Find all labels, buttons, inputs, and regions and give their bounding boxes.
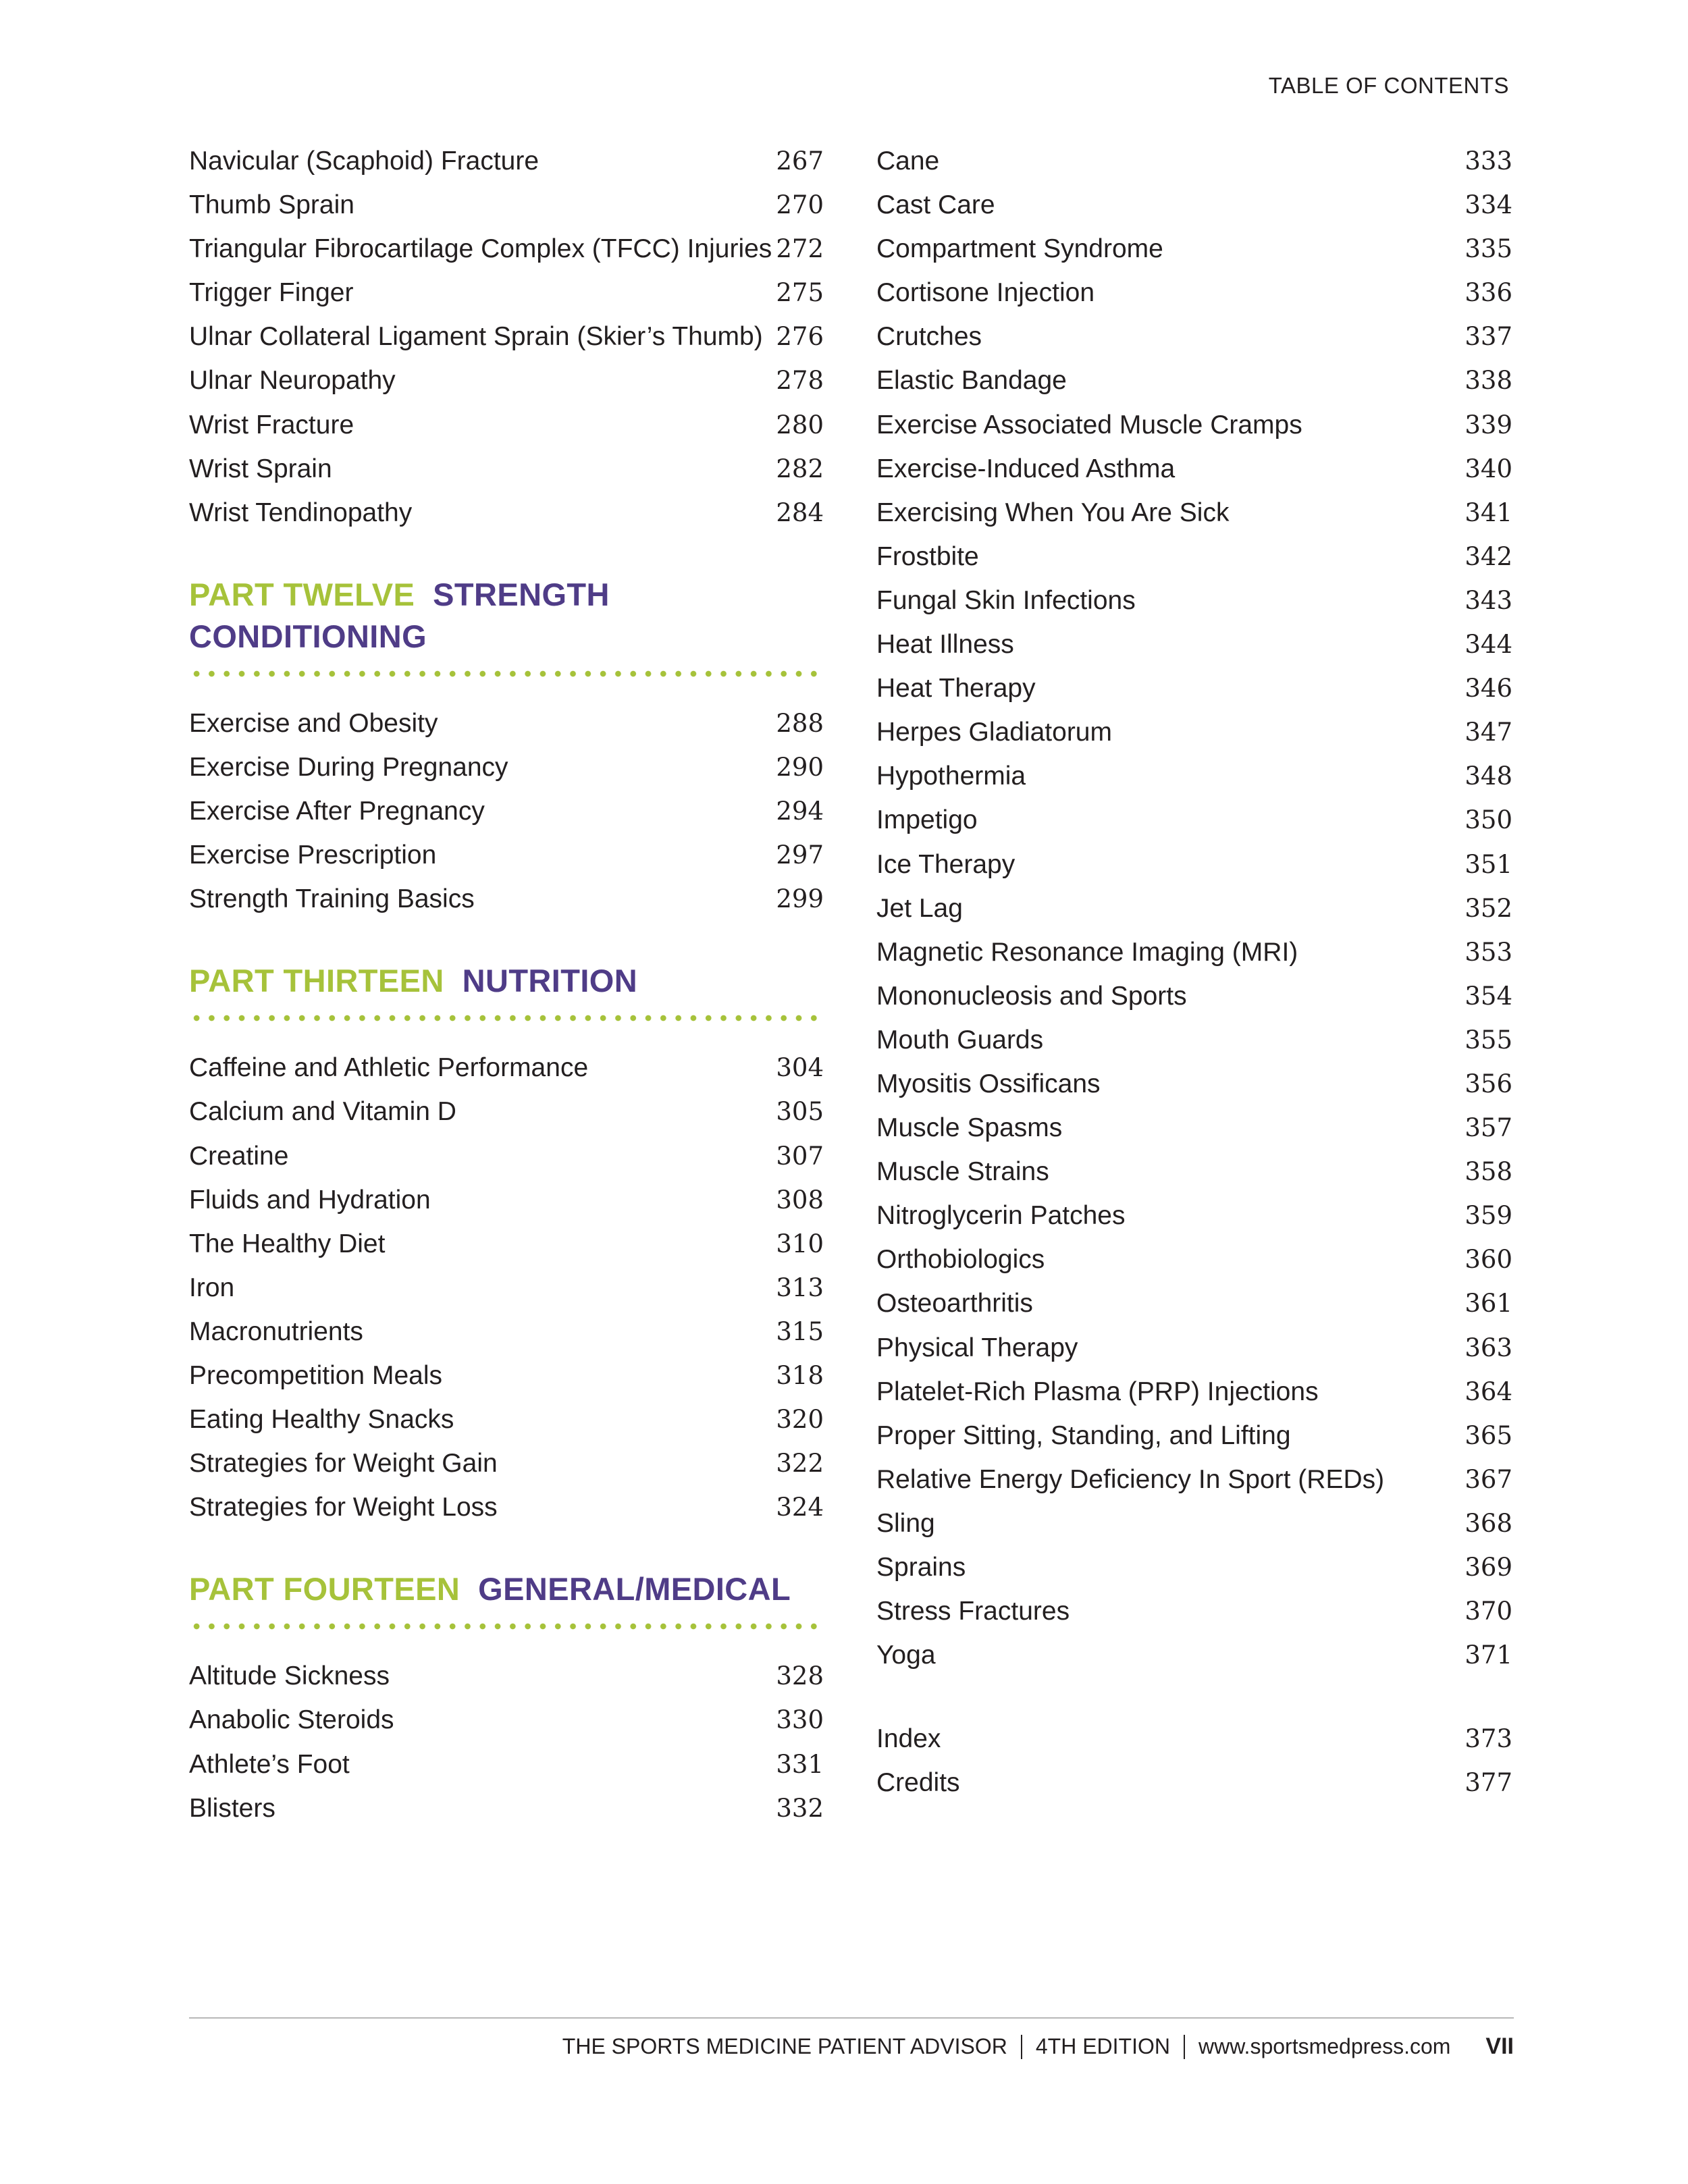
- toc-entry[interactable]: [876, 227, 1512, 271]
- entry-title: Herpes Gladiatorum: [876, 718, 1112, 747]
- entry-page: 294: [776, 797, 824, 826]
- toc-entry[interactable]: [876, 798, 1512, 842]
- entry-title: Wrist Tendinopathy: [189, 498, 413, 527]
- entry-title: Cast Care: [876, 190, 995, 220]
- toc-entry[interactable]: [876, 1370, 1512, 1414]
- entry-title: Cane: [876, 147, 940, 176]
- toc-entry[interactable]: [876, 1281, 1512, 1325]
- entry-page: 280: [776, 410, 824, 440]
- toc-entry[interactable]: [189, 1354, 824, 1397]
- entry-page: 330: [776, 1705, 824, 1735]
- entry-title: Sprains: [876, 1553, 966, 1582]
- entry-page: 270: [776, 190, 824, 220]
- entry-title: Thumb Sprain: [189, 190, 354, 220]
- toc-entry[interactable]: [189, 877, 824, 921]
- dotted-divider: [189, 1014, 824, 1022]
- toc-entry[interactable]: [876, 1237, 1512, 1281]
- entry-page: 290: [776, 752, 824, 782]
- entry-title: Macronutrients: [189, 1316, 363, 1346]
- entry-title: Fungal Skin Infections: [876, 585, 1136, 615]
- footer-url-link[interactable]: www.sportsmedpress.com: [1198, 2034, 1451, 2058]
- toc-entry[interactable]: [876, 1458, 1512, 1501]
- toc-entry[interactable]: [876, 886, 1512, 930]
- toc-entry[interactable]: [876, 183, 1512, 227]
- entry-title: Heat Therapy: [876, 674, 1036, 703]
- part-title-line2: CONDITIONING: [189, 618, 427, 654]
- entry-title: Stress Fractures: [876, 1597, 1070, 1626]
- footer-edition: 4TH EDITION: [1035, 2034, 1170, 2058]
- toc-entry[interactable]: [189, 1485, 824, 1529]
- part-title: NUTRITION: [462, 963, 638, 999]
- entry-page: 346: [1465, 674, 1512, 703]
- part-thirteen-section: [189, 960, 824, 1529]
- entry-title: Relative Energy Deficiency In Sport (REDs): [876, 1464, 1385, 1494]
- entry-title: Index: [876, 1724, 941, 1754]
- entry-page: 297: [776, 841, 824, 870]
- entry-page: 335: [1465, 234, 1512, 264]
- toc-entry[interactable]: [189, 701, 824, 745]
- entry-page: 360: [1465, 1245, 1512, 1275]
- entry-title: Exercise Prescription: [189, 841, 437, 870]
- entry-title: Mononucleosis and Sports: [876, 981, 1187, 1011]
- entry-title: Ulnar Collateral Ligament Sprain (Skier’s Thumb): [189, 322, 763, 352]
- toc-entry[interactable]: [876, 271, 1512, 315]
- entry-title: Trigger Finger: [189, 278, 354, 308]
- entry-title: The Healthy Diet: [189, 1229, 386, 1258]
- toc-entry[interactable]: [876, 1018, 1512, 1062]
- toc-entry[interactable]: [876, 1589, 1512, 1633]
- entry-page: 343: [1465, 585, 1512, 615]
- entry-page: 350: [1465, 805, 1512, 835]
- toc-entry[interactable]: [876, 754, 1512, 798]
- toc-entry[interactable]: [876, 1501, 1512, 1545]
- entry-title: Altitude Sickness: [189, 1661, 390, 1691]
- entry-page: 373: [1465, 1724, 1512, 1754]
- entry-title: Creatine: [189, 1141, 289, 1171]
- toc-entry[interactable]: [189, 1786, 824, 1830]
- entry-page: 358: [1465, 1157, 1512, 1187]
- part-heading: [189, 960, 824, 1002]
- entry-title: Ice Therapy: [876, 849, 1016, 879]
- toc-entry[interactable]: [189, 745, 824, 789]
- footer-book-title: THE SPORTS MEDICINE PATIENT ADVISOR: [562, 2034, 1007, 2058]
- toc-entry[interactable]: [189, 1134, 824, 1178]
- entry-page: 305: [776, 1097, 824, 1127]
- toc-entry[interactable]: [189, 1698, 824, 1742]
- entry-title: Frostbite: [876, 541, 979, 571]
- entry-title: Exercise Associated Muscle Cramps: [876, 410, 1302, 440]
- entry-page: 276: [776, 322, 824, 352]
- entry-page: 370: [1465, 1597, 1512, 1626]
- entry-page: 332: [776, 1793, 824, 1823]
- entry-title: Credits: [876, 1768, 960, 1798]
- entry-title: Iron: [189, 1273, 235, 1302]
- toc-entry[interactable]: [189, 1046, 824, 1090]
- toc-entry[interactable]: [876, 1062, 1512, 1106]
- entry-page: 318: [776, 1360, 824, 1390]
- entry-title: Caffeine and Athletic Performance: [189, 1053, 589, 1083]
- toc-entry[interactable]: [876, 403, 1512, 447]
- entry-title: Calcium and Vitamin D: [189, 1097, 456, 1127]
- toc-entry[interactable]: [876, 974, 1512, 1018]
- toc-entry[interactable]: [189, 1310, 824, 1354]
- part-fourteen-section: [189, 1568, 824, 1830]
- toc-entry[interactable]: [876, 666, 1512, 710]
- toc-entry[interactable]: [189, 315, 824, 358]
- toc-entry-index[interactable]: [876, 1717, 1512, 1761]
- toc-entry[interactable]: [189, 227, 824, 271]
- entry-title: Nitroglycerin Patches: [876, 1201, 1126, 1231]
- entry-title: Platelet-Rich Plasma (PRP) Injections: [876, 1377, 1319, 1406]
- entry-title: Blisters: [189, 1793, 275, 1823]
- entry-page: 284: [776, 498, 824, 527]
- toc-entry[interactable]: [876, 579, 1512, 622]
- entry-title: Elastic Bandage: [876, 366, 1067, 396]
- toc-entry[interactable]: [876, 1545, 1512, 1589]
- toc-entry[interactable]: [189, 833, 824, 877]
- footer-separator: [1021, 2035, 1022, 2059]
- entry-page: 348: [1465, 762, 1512, 791]
- toc-entry[interactable]: [876, 315, 1512, 358]
- part-twelve-section: [189, 574, 824, 921]
- entry-page: 272: [776, 234, 824, 264]
- entry-page: 347: [1465, 718, 1512, 747]
- part-number: PART TWELVE: [189, 576, 415, 612]
- entry-title: Sling: [876, 1508, 935, 1538]
- entry-page: 338: [1465, 366, 1512, 396]
- entry-page: 364: [1465, 1377, 1512, 1406]
- entry-title: Cortisone Injection: [876, 278, 1095, 308]
- entry-page: 267: [776, 147, 824, 176]
- entry-page: 288: [776, 708, 824, 738]
- entry-title: Anabolic Steroids: [189, 1705, 394, 1735]
- entry-title: Impetigo: [876, 805, 978, 835]
- entry-title: Strategies for Weight Loss: [189, 1493, 498, 1522]
- entry-page: 354: [1465, 981, 1512, 1011]
- toc-entry[interactable]: [189, 789, 824, 833]
- entry-title: Physical Therapy: [876, 1333, 1078, 1362]
- entry-title: Strategies for Weight Gain: [189, 1449, 498, 1479]
- toc-left-column: [189, 139, 824, 1830]
- toc-entry[interactable]: [876, 139, 1512, 183]
- toc-entry[interactable]: [189, 1397, 824, 1441]
- entry-title: Exercising When You Are Sick: [876, 498, 1230, 527]
- entry-title: Heat Illness: [876, 630, 1014, 660]
- entry-title: Muscle Strains: [876, 1157, 1049, 1187]
- entry-page: 342: [1465, 541, 1512, 571]
- entry-page: 331: [776, 1749, 824, 1779]
- entry-page: 334: [1465, 190, 1512, 220]
- entry-title: Exercise During Pregnancy: [189, 752, 508, 782]
- page-footer: [562, 2033, 1514, 2060]
- footer-rule: [189, 2017, 1514, 2019]
- toc-entry[interactable]: [189, 271, 824, 315]
- toc-entry[interactable]: [189, 1178, 824, 1222]
- entry-title: Mouth Guards: [876, 1025, 1044, 1055]
- entry-title: Wrist Sprain: [189, 454, 332, 483]
- entry-page: 337: [1465, 322, 1512, 352]
- toc-entry[interactable]: [876, 1414, 1512, 1458]
- entry-page: 357: [1465, 1113, 1512, 1143]
- toc-entry[interactable]: [189, 403, 824, 447]
- entry-page: 365: [1465, 1420, 1512, 1450]
- entry-page: 361: [1465, 1289, 1512, 1319]
- entry-page: 336: [1465, 278, 1512, 308]
- entry-title: Wrist Fracture: [189, 410, 354, 440]
- entry-title: Exercise After Pregnancy: [189, 797, 485, 826]
- toc-entry[interactable]: [876, 1633, 1512, 1677]
- section-gap: [876, 1677, 1512, 1717]
- toc-entry[interactable]: [189, 1742, 824, 1786]
- toc-entry[interactable]: [876, 622, 1512, 666]
- entry-page: 369: [1465, 1553, 1512, 1582]
- entry-title: Osteoarthritis: [876, 1289, 1033, 1319]
- entry-title: Muscle Spasms: [876, 1113, 1063, 1143]
- running-head: TABLE OF CONTENTS: [1268, 73, 1509, 98]
- dotted-divider: [189, 1622, 824, 1630]
- toc-entry[interactable]: [876, 1150, 1512, 1194]
- entry-title: Strength Training Basics: [189, 884, 475, 914]
- entry-title: Navicular (Scaphoid) Fracture: [189, 147, 539, 176]
- toc-entry[interactable]: [876, 535, 1512, 579]
- entry-page: 307: [776, 1141, 824, 1171]
- entry-title: Yoga: [876, 1641, 936, 1670]
- entry-page: 363: [1465, 1333, 1512, 1362]
- toc-entry[interactable]: [189, 1441, 824, 1485]
- part-heading: [189, 574, 824, 658]
- entry-title: Compartment Syndrome: [876, 234, 1163, 264]
- toc-entry[interactable]: [876, 843, 1512, 886]
- entry-title: Triangular Fibrocartilage Complex (TFCC) Injuries: [189, 234, 772, 264]
- entry-page: 371: [1465, 1641, 1512, 1670]
- entry-page: 320: [776, 1405, 824, 1435]
- toc-entry[interactable]: [876, 491, 1512, 535]
- toc-entry[interactable]: [189, 491, 824, 535]
- entry-page: 356: [1465, 1069, 1512, 1098]
- entry-title: Ulnar Neuropathy: [189, 366, 396, 396]
- entry-page: 344: [1465, 630, 1512, 660]
- toc-entry[interactable]: [876, 358, 1512, 402]
- page-number: VII: [1485, 2033, 1514, 2059]
- toc-entry[interactable]: [876, 1106, 1512, 1150]
- toc-entry[interactable]: [876, 1194, 1512, 1237]
- entry-title: Proper Sitting, Standing, and Lifting: [876, 1420, 1291, 1450]
- toc-entry[interactable]: [189, 1222, 824, 1266]
- entry-page: 333: [1465, 147, 1512, 176]
- entry-title: Precompetition Meals: [189, 1360, 442, 1390]
- entry-title: Jet Lag: [876, 893, 963, 923]
- toc-entry[interactable]: [876, 710, 1512, 754]
- entry-title: Fluids and Hydration: [189, 1185, 431, 1215]
- toc-entry[interactable]: [189, 1090, 824, 1134]
- entry-page: 278: [776, 366, 824, 396]
- entry-title: Crutches: [876, 322, 982, 352]
- part-heading: [189, 1568, 824, 1610]
- entry-title: Orthobiologics: [876, 1245, 1045, 1275]
- toc-entry[interactable]: [876, 447, 1512, 491]
- part-title: STRENGTH: [433, 576, 610, 612]
- entry-title: Eating Healthy Snacks: [189, 1405, 454, 1435]
- entry-page: 282: [776, 454, 824, 483]
- entry-title: Exercise and Obesity: [189, 708, 438, 738]
- entry-page: 304: [776, 1053, 824, 1083]
- entry-title: Hypothermia: [876, 762, 1026, 791]
- toc-entry-credits[interactable]: [876, 1761, 1512, 1805]
- toc-entry[interactable]: [189, 183, 824, 227]
- entry-page: 355: [1465, 1025, 1512, 1055]
- entry-page: 351: [1465, 849, 1512, 879]
- entry-title: Exercise-Induced Asthma: [876, 454, 1176, 483]
- toc-entry[interactable]: [189, 447, 824, 491]
- dotted-divider: [189, 670, 824, 678]
- entry-page: 315: [776, 1316, 824, 1346]
- toc-entry-list: [189, 139, 824, 535]
- entry-page: 352: [1465, 893, 1512, 923]
- toc-entry[interactable]: [876, 930, 1512, 974]
- entry-title: Magnetic Resonance Imaging (MRI): [876, 937, 1298, 967]
- toc-entry[interactable]: [876, 1326, 1512, 1370]
- part-title: GENERAL/MEDICAL: [478, 1571, 791, 1607]
- entry-page: 359: [1465, 1201, 1512, 1231]
- entry-page: 299: [776, 884, 824, 914]
- entry-title: Athlete’s Foot: [189, 1749, 350, 1779]
- footer-separator: [1184, 2035, 1185, 2059]
- part-number: PART FOURTEEN: [189, 1571, 460, 1607]
- toc-entry[interactable]: [189, 1654, 824, 1698]
- part-number: PART THIRTEEN: [189, 963, 444, 999]
- toc-entry[interactable]: [189, 1266, 824, 1310]
- entry-title: Myositis Ossificans: [876, 1069, 1101, 1098]
- entry-page: 313: [776, 1273, 824, 1302]
- entry-page: 339: [1465, 410, 1512, 440]
- toc-right-column: [876, 139, 1512, 1805]
- entry-page: 310: [776, 1229, 824, 1258]
- entry-page: 275: [776, 278, 824, 308]
- toc-entry[interactable]: [189, 358, 824, 402]
- entry-page: 341: [1465, 498, 1512, 527]
- entry-page: 368: [1465, 1508, 1512, 1538]
- toc-entry[interactable]: [189, 139, 824, 183]
- entry-page: 377: [1465, 1768, 1512, 1798]
- entry-page: 324: [776, 1493, 824, 1522]
- entry-page: 367: [1465, 1464, 1512, 1494]
- entry-page: 308: [776, 1185, 824, 1215]
- entry-page: 328: [776, 1661, 824, 1691]
- entry-page: 353: [1465, 937, 1512, 967]
- entry-page: 340: [1465, 454, 1512, 483]
- entry-page: 322: [776, 1449, 824, 1479]
